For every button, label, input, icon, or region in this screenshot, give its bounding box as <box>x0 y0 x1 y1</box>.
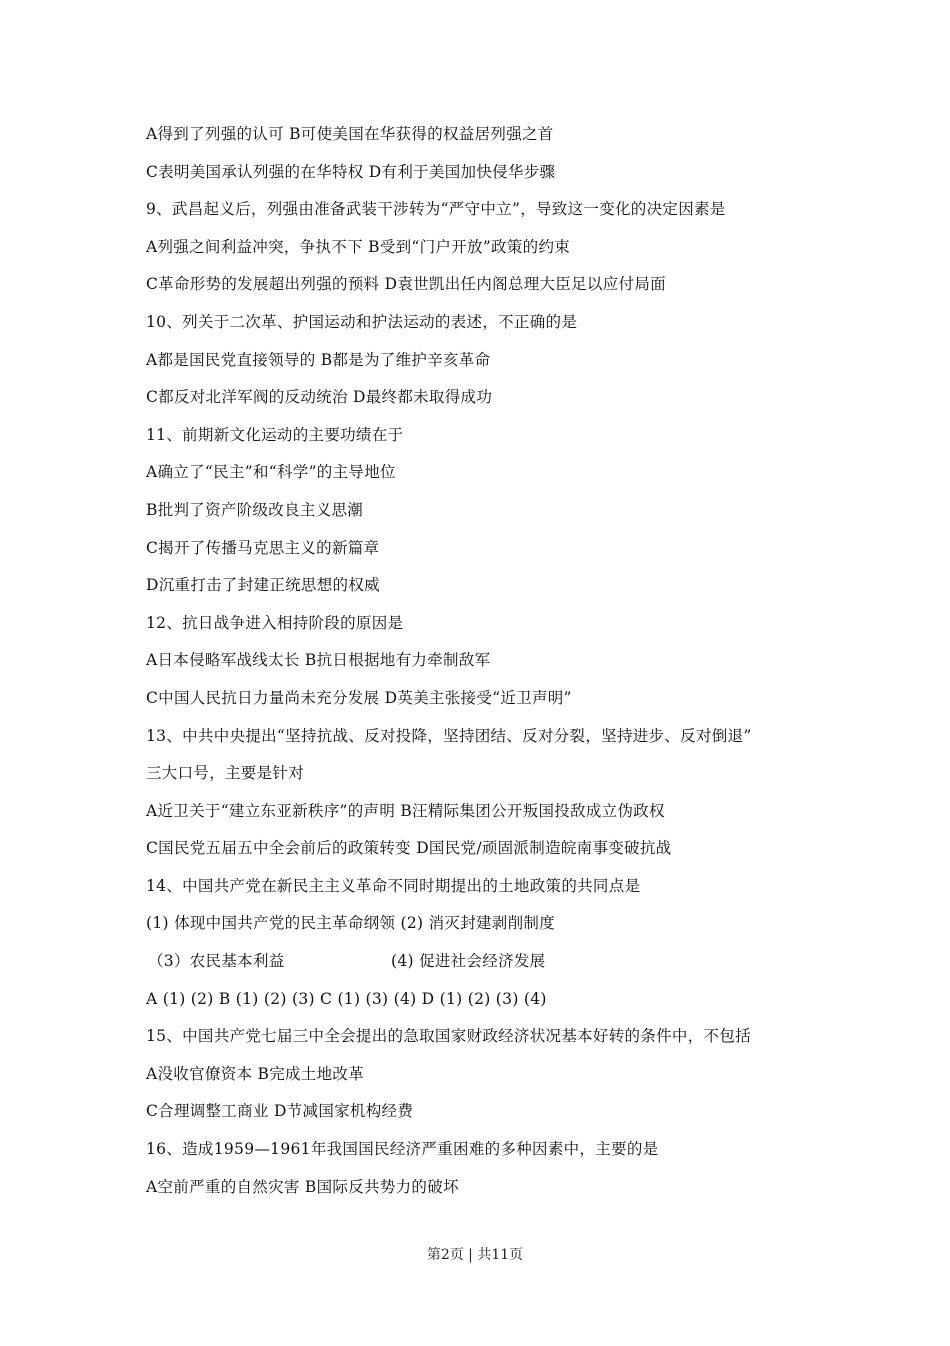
options-row <box>146 948 846 986</box>
answer-choices: A (1) (2) B (1) (2) (3) C (1) (3) (4) D (1) (2) (3) (4) <box>146 989 547 1008</box>
question-13: 13、中共中央提出“坚持抗战、反对投降，坚持团结、反对分裂，坚持进步、反对倒退” <box>146 726 752 745</box>
page-body <box>146 121 846 1211</box>
text-line: A列强之间利益冲突，争执不下 B受到“门户开放”政策的约束 <box>146 237 571 256</box>
page-footer <box>0 1244 950 1264</box>
text-line: B批判了资产阶级改良主义思潮 <box>146 500 364 519</box>
text-line: A近卫关于“建立东亚新秩序”的声明 B汪精际集团公开叛国投敌成立伪政权 <box>146 801 665 820</box>
page-indicator: 第2页 | 共11页 <box>426 1247 524 1263</box>
text-line: C中国人民抗日力量尚未充分发展 D英美主张接受“近卫声明” <box>146 688 572 707</box>
question-11: 11、前期新文化运动的主要功绩在于 <box>146 425 404 444</box>
text-line: 三大口号，主要是针对 <box>146 764 305 783</box>
question-10: 10、列关于二次革、护国运动和护法运动的表述，不正确的是 <box>146 312 578 331</box>
text-line: A都是国民党直接领导的 B都是为了维护辛亥革命 <box>146 350 491 369</box>
text-line: C揭开了传播马克思主义的新篇章 <box>146 538 380 557</box>
text-line: C合理调整工商业 D节减国家机构经费 <box>146 1102 414 1121</box>
question-14: 14、中国共产党在新民主主义革命不同时期提出的土地政策的共同点是 <box>146 876 641 895</box>
text-line: (1) 体现中国共产党的民主革命纲领 (2) 消灭封建剥削制度 <box>146 914 555 933</box>
question-9: 9、武昌起义后，列强由准备武装干涉转为“严守中立”，导致这一变化的决定因素是 <box>146 200 726 219</box>
option-3: （3）农民基本利益 <box>148 952 285 971</box>
text-line: A确立了“民主”和“科学”的主导地位 <box>146 463 396 482</box>
text-line: A得到了列强的认可 B可使美国在华获得的权益居列强之首 <box>146 125 554 143</box>
text-line: C都反对北洋军阀的反动统治 D最终都未取得成功 <box>146 388 493 407</box>
text-line: A空前严重的自然灾害 B国际反共势力的破坏 <box>146 1177 459 1196</box>
text-line: A没收官僚资本 B完成土地改革 <box>146 1064 365 1083</box>
option-4: (4) 促进社会经济发展 <box>391 952 546 971</box>
text-line: A日本侵略军战线太长 B抗日根据地有力牵制敌军 <box>146 651 491 670</box>
question-15: 15、中国共产党七届三中全会提出的急取国家财政经济状况基本好转的条件中，不包括 <box>146 1027 751 1046</box>
text-line: C革命形势的发展超出列强的预料 D袁世凯出任内阁总理大臣足以应付局面 <box>146 275 666 294</box>
text-line: D沉重打击了封建正统思想的权威 <box>146 576 380 595</box>
question-16: 16、造成1959—1961年我国国民经济严重困难的多种因素中，主要的是 <box>146 1140 659 1159</box>
text-line: C国民党五届五中全会前后的政策转变 D国民党/顽固派制造皖南事变破抗战 <box>146 839 672 858</box>
text-line: C表明美国承认列强的在华特权 D有利于美国加快侵华步骤 <box>146 162 556 181</box>
question-12: 12、抗日战争进入相持阶段的原因是 <box>146 613 404 632</box>
